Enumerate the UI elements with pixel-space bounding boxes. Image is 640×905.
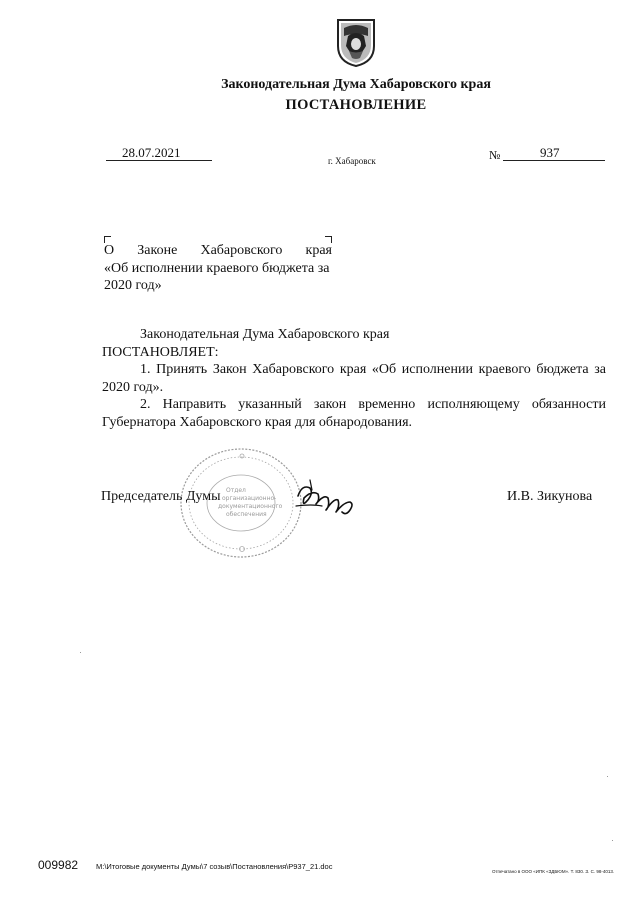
- document-date: 28.07.2021: [106, 146, 212, 161]
- item-2-line-1: 2. Направить указанный закон временно исполняющему обязанности: [140, 397, 606, 412]
- signatory-name: И.В. Зикунова: [507, 489, 593, 504]
- subject-line-2: «Об исполнении краевого бюджета за: [104, 260, 330, 276]
- scan-speck: [607, 776, 608, 777]
- footer-print-note: Отпечатано в ООО «ИПК «ЗДБЮМ». Т. 830. З. С. 98-4013.: [492, 869, 615, 874]
- scan-speck: [80, 652, 81, 653]
- preamble-resolves: ПОСТАНОВЛЯЕТ:: [102, 344, 219, 360]
- document-number: 937: [503, 146, 605, 161]
- seal-text-line: обеспечения: [226, 511, 267, 518]
- subject-word: Законе: [137, 243, 178, 258]
- preamble-line: Законодательная Дума Хабаровского края: [140, 327, 390, 342]
- item-1-line-1: 1. Принять Закон Хабаровского края «Об исполнении краевого бюджета за: [140, 362, 606, 377]
- organization-name: Законодательная Дума Хабаровского края: [221, 77, 491, 92]
- document-type: ПОСТАНОВЛЕНИЕ: [285, 97, 427, 113]
- resolution-body: [102, 326, 606, 431]
- footer-file-path: M:\Итоговые документы Думы\7 созыв\Постановления\P937_21.doc: [96, 862, 333, 871]
- handwritten-signature: [292, 476, 358, 518]
- seal-text-line: документационного: [218, 503, 283, 510]
- subject-line-3: 2020 год»: [104, 278, 162, 293]
- seal-text-line: Отдел: [226, 487, 246, 494]
- item-1-line-2: 2020 год».: [102, 379, 164, 395]
- scan-speck: [612, 840, 613, 841]
- document-city: г. Хабаровск: [328, 156, 376, 166]
- seal-text-line: организационно-: [222, 495, 277, 502]
- subject-block: [104, 242, 332, 295]
- subject-word: О: [104, 243, 115, 258]
- subject-word: края: [305, 243, 332, 258]
- subject-word: Хабаровского: [200, 243, 283, 258]
- item-2-line-2: Губернатора Хабаровского края для обнародования.: [102, 414, 413, 430]
- coat-of-arms-emblem: [334, 16, 378, 68]
- number-label: №: [489, 148, 501, 162]
- signatory-position: Председатель Думы: [101, 489, 221, 504]
- footer-document-code: 009982: [38, 858, 79, 872]
- subject-line-1: [104, 242, 332, 260]
